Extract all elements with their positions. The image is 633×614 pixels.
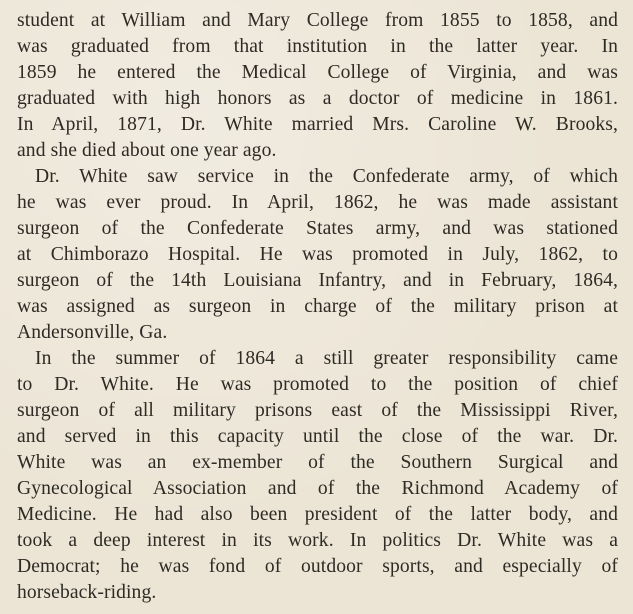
text-line: surgeon of the 14th Louisiana Infantry, and in February, 1864, <box>17 270 618 291</box>
text-line: took a deep interest in its work. In politics Dr. White was a <box>17 530 618 551</box>
text-line: graduated with high honors as a doctor of medicine in 1861. <box>17 88 618 109</box>
text-line: White was an ex-member of the Southern Surgical and <box>17 452 618 473</box>
text-line: Gynecological Association and of the Richmond Academy of <box>17 478 618 499</box>
text-line: In April, 1871, Dr. White married Mrs. Caroline W. Brooks, <box>17 114 618 135</box>
text-line: In the summer of 1864 a still greater responsibility came <box>35 348 618 369</box>
body-text <box>17 8 618 606</box>
text-line: Democrat; he was fond of outdoor sports, and especially of <box>17 556 618 577</box>
text-line: surgeon of the Confederate States army, and was stationed <box>17 218 618 239</box>
text-line: student at William and Mary College from 1855 to 1858, and <box>17 10 618 31</box>
text-line: Dr. White saw service in the Confederate army, of which <box>35 166 618 187</box>
text-line: 1859 he entered the Medical College of Virginia, and was <box>17 62 618 83</box>
text-line: he was ever proud. In April, 1862, he was made assistant <box>17 192 618 213</box>
text-line: was assigned as surgeon in charge of the military prison at <box>17 296 618 317</box>
text-line: Medicine. He had also been president of the latter body, and <box>17 504 618 525</box>
text-line: and she died about one year ago. <box>17 140 277 161</box>
text-line: horseback-riding. <box>17 582 157 603</box>
text-line: surgeon of all military prisons east of the Mississippi River, <box>17 400 618 421</box>
text-line: Andersonville, Ga. <box>17 322 168 343</box>
text-line: at Chimborazo Hospital. He was promoted in July, 1862, to <box>17 244 618 265</box>
text-line: was graduated from that institution in the latter year. In <box>17 36 618 57</box>
text-line: to Dr. White. He was promoted to the position of chief <box>17 374 618 395</box>
text-line: and served in this capacity until the close of the war. Dr. <box>17 426 618 447</box>
